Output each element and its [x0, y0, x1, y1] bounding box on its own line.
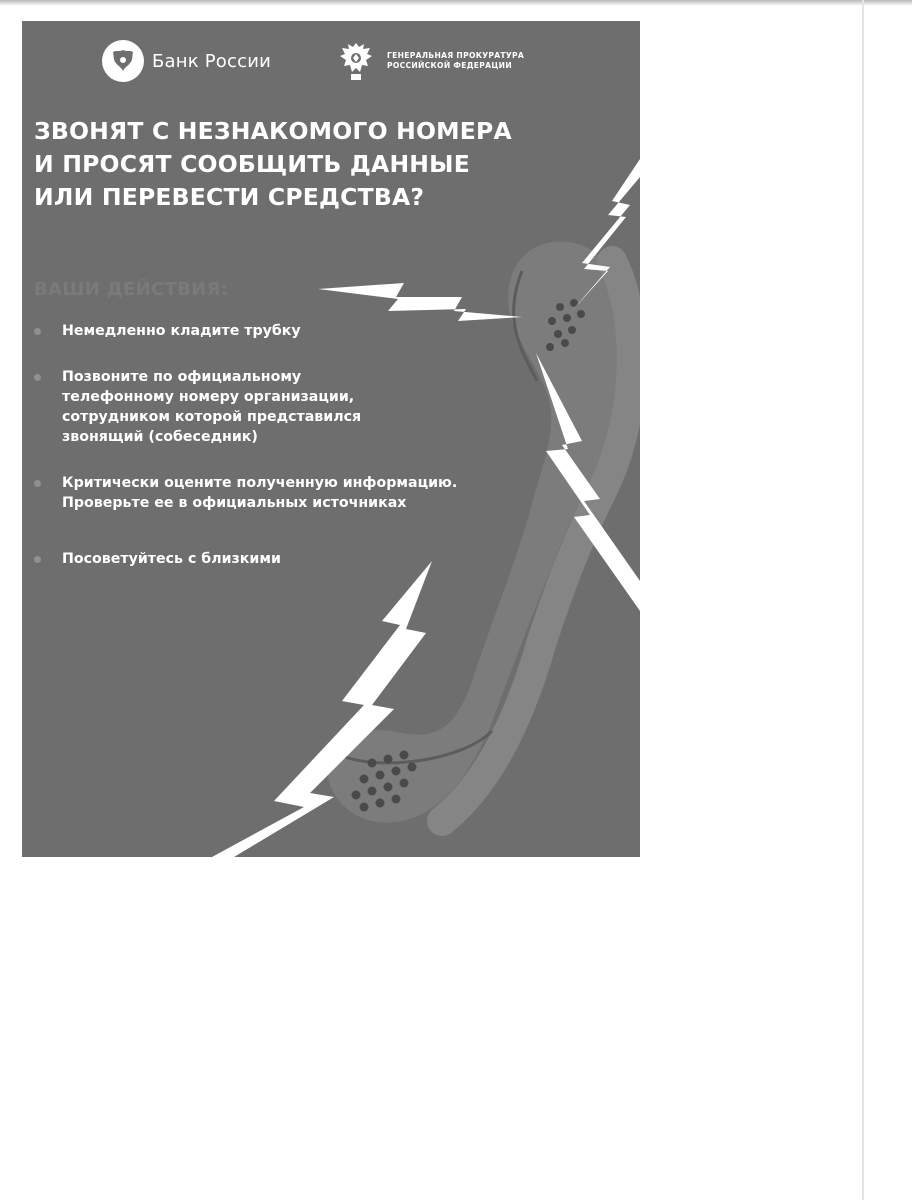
action-line: Посоветуйтесь с близкими [62, 551, 281, 567]
bank-of-russia-logo [102, 40, 271, 82]
action-line: Проверьте ее в официальных источниках [62, 495, 407, 511]
double-headed-eagle-icon [337, 39, 375, 83]
action-line: телефонному номеру организации, [62, 389, 355, 405]
headline-line: ИЛИ ПЕРЕВЕСТИ СРЕДСТВА? [34, 183, 425, 211]
prosecutor-general-name [387, 51, 524, 71]
headline [34, 115, 512, 214]
scan-edge-right [862, 0, 864, 1200]
prosecutor-general-logo [337, 39, 524, 83]
action-item [34, 367, 594, 447]
bank-name: Банк России [152, 50, 271, 72]
prosecutor-name-line: РОССИЙСКОЙ ФЕДЕРАЦИИ [387, 61, 512, 70]
prosecutor-name-line: ГЕНЕРАЛЬНАЯ ПРОКУРАТУРА [387, 51, 525, 60]
bullet-icon [34, 556, 41, 563]
bullet-icon [34, 374, 41, 381]
action-line: Критически оцените полученную информацию. [62, 475, 458, 491]
bank-of-russia-emblem-icon [102, 40, 144, 82]
headline-line: И ПРОСЯТ СООБЩИТЬ ДАННЫЕ [34, 150, 470, 178]
actions-list [34, 321, 594, 569]
bullet-icon [34, 480, 41, 487]
logo-bar [102, 37, 524, 85]
action-item [34, 473, 594, 513]
bullet-icon [34, 328, 41, 335]
action-line: звонящий (собеседник) [62, 429, 258, 445]
scan-edge-top [0, 0, 912, 6]
action-item [34, 321, 594, 341]
fraud-warning-flyer [22, 21, 640, 857]
action-line: Позвоните по официальному [62, 369, 302, 385]
headline-line: ЗВОНЯТ С НЕЗНАКОМОГО НОМЕРА [34, 117, 512, 145]
action-line: Немедленно кладите трубку [62, 323, 301, 339]
action-item [34, 549, 594, 569]
actions-heading: ВАШИ ДЕЙСТВИЯ: [34, 279, 229, 300]
action-line: сотрудником которой представился [62, 409, 362, 425]
